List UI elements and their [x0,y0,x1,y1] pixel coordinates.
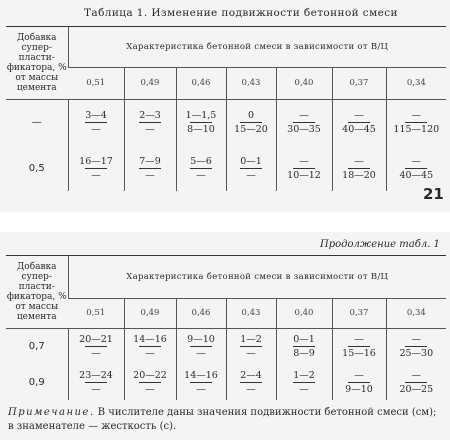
wc-ratio-header: 0,37 [332,67,386,99]
book-page-lower [0,232,450,440]
fraction-cell [176,328,226,364]
additive-value: 0,5 [28,162,45,174]
denominator-stiffness: 8—9 [293,347,315,359]
continuation-label: Продолжение табл. 1 [320,239,440,250]
row-header: Добавка супер-пласти-фикатора, % от массы цемента [6,27,68,99]
characteristic-header: Характеристика бетонной смеси в зависимости от В/Ц [68,256,446,298]
denominator-stiffness: 9—10 [345,383,373,395]
fraction-bar [293,382,315,383]
wc-ratio-header: 0,49 [124,298,176,328]
numerator-slump: — [354,369,364,381]
denominator-stiffness: 8—10 [187,123,215,135]
numerator-slump: 2—4 [240,369,262,381]
fraction-cell [124,364,176,400]
denominator-stiffness: — [91,347,101,359]
fraction-bar [405,382,427,383]
fraction-bar [348,382,370,383]
numerator-slump: 0 [247,109,255,121]
table-row [6,364,446,400]
fraction-bar [85,382,107,383]
fraction-cell [176,99,226,145]
fraction-cell [68,145,124,191]
note-label: Примечание. [8,407,95,418]
numerator-slump: — [354,109,364,121]
fraction-bar [190,346,212,347]
fraction-cell [124,328,176,364]
table-row [6,99,446,145]
fraction-cell [332,328,386,364]
numerator-slump: — [411,369,422,381]
table-title: Таблица 1. Изменение подвижности бетонной смеси [84,7,398,19]
fraction-cell [386,364,446,400]
fraction-cell [332,145,386,191]
wc-ratio-header: 0,37 [332,298,386,328]
fraction-bar [293,168,315,169]
numerator-slump: 9—10 [187,333,215,345]
fraction-bar [405,168,427,169]
numerator-slump: — [411,155,422,167]
denominator-stiffness: 18—20 [342,169,376,181]
fraction-cell [226,364,276,400]
wc-ratio-header: 0,43 [226,298,276,328]
denominator-stiffness: 10—12 [287,169,321,181]
fraction-cell [226,328,276,364]
denominator-stiffness: — [196,347,206,359]
numerator-slump: 0—1 [240,155,262,167]
numerator-slump: 14—16 [133,333,167,345]
denominator-stiffness: — [196,169,206,181]
fraction-bar [190,122,212,123]
numerator-slump: 0—1 [293,333,315,345]
numerator-slump: — [354,333,364,345]
fraction-cell [226,145,276,191]
denominator-stiffness: — [91,383,101,395]
numerator-slump: 23—24 [79,369,113,381]
fraction-bar [293,122,315,123]
fraction-cell [68,99,124,145]
wc-ratio-header: 0,46 [176,67,226,99]
wc-ratio-header: 0,40 [276,67,332,99]
fraction-bar [85,168,107,169]
denominator-stiffness: — [246,169,256,181]
numerator-slump: 1—1,5 [185,109,217,121]
fraction-bar [240,168,262,169]
fraction-bar [139,168,161,169]
fraction-bar [240,346,262,347]
table-row [6,145,446,191]
denominator-stiffness: — [145,169,155,181]
denominator-stiffness: — [145,347,155,359]
fraction-bar [293,346,315,347]
mobility-table-part1 [6,27,446,191]
wc-ratio-header: 0,34 [386,298,446,328]
numerator-slump: 2—3 [139,109,161,121]
row-header: Добавка супер-пласти-фикатора, % от массы цемента [6,256,68,328]
fraction-cell [276,328,332,364]
wc-ratio-header: 0,51 [68,67,124,99]
fraction-bar [405,346,427,347]
fraction-bar [190,168,212,169]
table-row [6,328,446,364]
fraction-bar [85,346,107,347]
fraction-cell [276,364,332,400]
denominator-stiffness: — [246,383,256,395]
denominator-stiffness: — [299,383,309,395]
numerator-slump: 7—9 [139,155,161,167]
numerator-slump: — [411,109,422,121]
numerator-slump: 1—2 [293,369,315,381]
fraction-cell [68,328,124,364]
denominator-stiffness: 20—25 [399,383,434,395]
denominator-stiffness: 40—45 [342,123,376,135]
fraction-cell [176,145,226,191]
denominator-stiffness: 15—16 [342,347,376,359]
fraction-cell [332,364,386,400]
fraction-cell [124,145,176,191]
denominator-stiffness: 40—45 [399,169,434,181]
wc-ratio-header: 0,34 [386,67,446,99]
fraction-cell [386,99,446,145]
fraction-bar [405,122,427,123]
fraction-cell [124,99,176,145]
denominator-stiffness: — [91,169,101,181]
denominator-stiffness: — [145,123,155,135]
fraction-bar [139,382,161,383]
fraction-cell [68,364,124,400]
wc-ratio-header: 0,46 [176,298,226,328]
numerator-slump: 20—21 [79,333,113,345]
note-text: В числителе даны значения подвижности бетонной смеси (см); в знаменателе — жесткость (с). [8,407,437,432]
additive-value: 0,9 [28,376,45,388]
fraction-bar [139,122,161,123]
fraction-bar [240,122,262,123]
fraction-bar [190,382,212,383]
fraction-bar [348,168,370,169]
numerator-slump: — [354,155,364,167]
wc-ratio-header: 0,49 [124,67,176,99]
numerator-slump: — [299,155,309,167]
numerator-slump: 20—22 [133,369,167,381]
numerator-slump: — [299,109,309,121]
numerator-slump: 16—17 [79,155,113,167]
book-page-upper [0,0,450,212]
additive-value: 0,7 [28,340,45,352]
fraction-cell [332,99,386,145]
denominator-stiffness: — [196,383,206,395]
wc-ratio-header: 0,40 [276,298,332,328]
denominator-stiffness: 15—20 [234,123,268,135]
wc-ratio-header: 0,43 [226,67,276,99]
fraction-bar [139,346,161,347]
wc-ratio-header: 0,51 [68,298,124,328]
numerator-slump: 1—2 [240,333,262,345]
numerator-slump: — [411,333,422,345]
denominator-stiffness: — [246,347,256,359]
fraction-cell [276,99,332,145]
additive-value: — [31,116,42,128]
fraction-bar [348,346,370,347]
fraction-cell [386,328,446,364]
table-note [8,406,444,434]
numerator-slump: 5—6 [190,155,212,167]
numerator-slump: 14—16 [184,369,218,381]
fraction-cell [276,145,332,191]
fraction-bar [85,122,107,123]
denominator-stiffness: 115—120 [393,123,440,135]
fraction-cell [176,364,226,400]
denominator-stiffness: — [91,123,101,135]
denominator-stiffness: 30—35 [287,123,321,135]
denominator-stiffness: 25—30 [399,347,434,359]
mobility-table-part2 [6,256,446,400]
denominator-stiffness: — [145,383,155,395]
characteristic-header: Характеристика бетонной смеси в зависимости от В/Ц [68,27,446,67]
numerator-slump: 3—4 [85,109,107,121]
fraction-bar [240,382,262,383]
fraction-cell [226,99,276,145]
page-number: 21 [423,185,444,203]
fraction-bar [348,122,370,123]
